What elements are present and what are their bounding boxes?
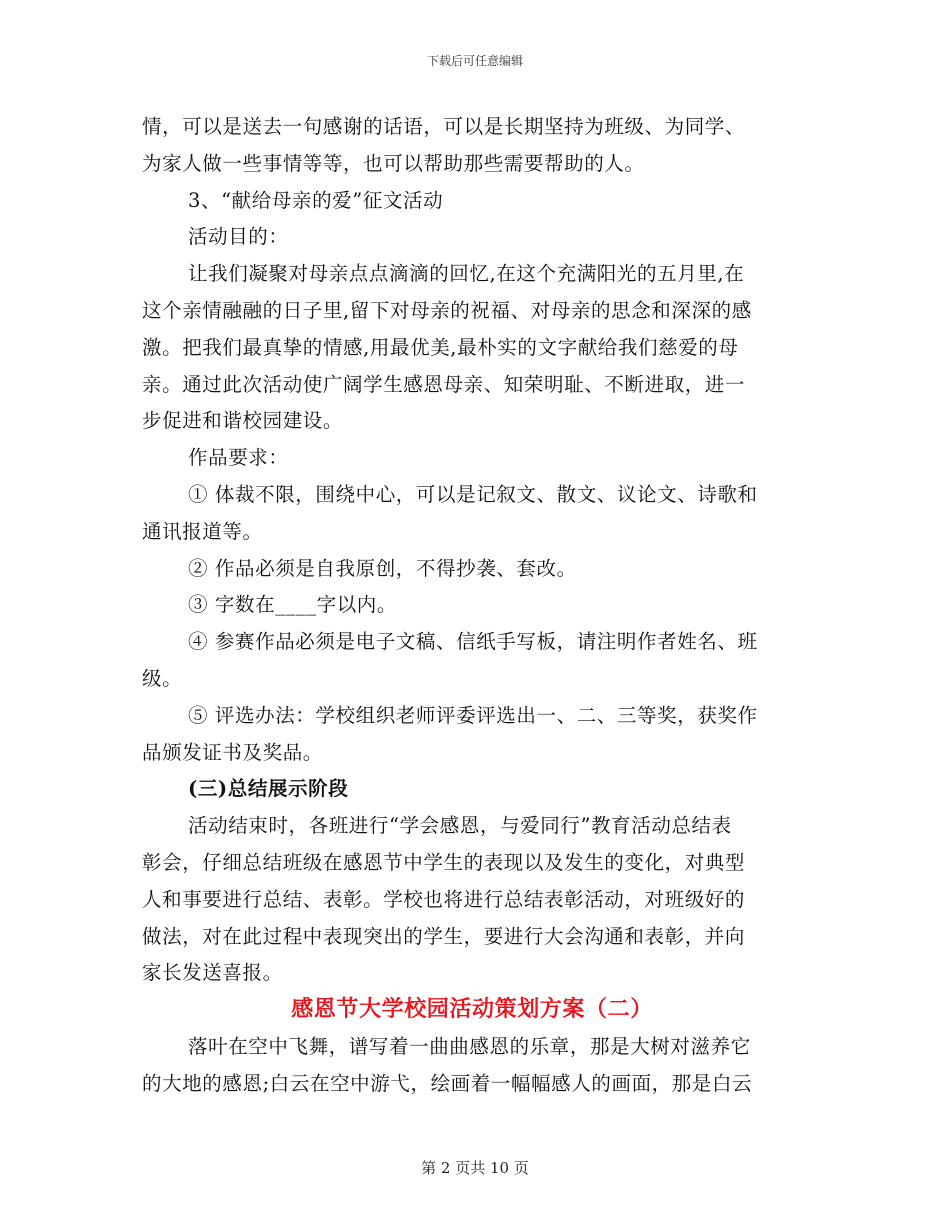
text-line: 人和事要进行总结、表彰。学校也将进行总结表彰活动，对班级好的 (142, 887, 746, 911)
text-line: 作品要求： (188, 446, 289, 470)
section-heading: (三)总结展示阶段 (188, 777, 349, 801)
text-line: 家长发送喜报。 (142, 961, 283, 985)
text-line: 活动结束时，各班进行“学会感恩，与爱同行”教育活动总结表 (188, 814, 732, 838)
text-line: 为家人做一些事情等等，也可以帮助那些需要帮助的人。 (142, 151, 645, 175)
text-line: 3、“献给母亲的爱”征文活动 (188, 188, 444, 212)
text-line: ④ 参赛作品必须是电子文稿、信纸手写板，请注明作者姓名、班 (188, 630, 758, 654)
document-body (142, 109, 802, 1103)
page-footer: 第 2 页共 10 页 (421, 1159, 529, 1177)
text-line: 这个亲情融融的日子里,留下对母亲的祝福、对母亲的思念和深深的感 (142, 298, 752, 322)
text-line: ② 作品必须是自我原创，不得抄袭、套改。 (188, 556, 577, 580)
text-line: 活动目的： (188, 225, 289, 249)
page-header: 下载后可任意编辑 (426, 54, 523, 68)
text-line: 品颁发证书及奖品。 (142, 740, 323, 764)
text-line: 亲。通过此次活动使广阔学生感恩母亲、知荣明耻、不断进取，进一 (142, 372, 746, 396)
text-line: 彰会，仔细总结班级在感恩节中学生的表现以及发生的变化，对典型 (142, 850, 746, 874)
text-line: 的大地的感恩;白云在空中游弋，绘画着一幅幅感人的画面，那是白云 (142, 1071, 753, 1095)
text-line: 情，可以是送去一句感谢的话语，可以是长期坚持为班级、为同学、 (142, 115, 746, 138)
text-line: 让我们凝聚对母亲点点滴滴的回忆,在这个充满阳光的五月里,在 (188, 262, 745, 286)
text-line: 步促进和谐校园建设。 (142, 409, 344, 433)
text-line: 激。把我们最真挚的情感,用最优美,最朴实的文字献给我们慈爱的母 (142, 335, 739, 359)
text-line: 做法，对在此过程中表现突出的学生，要进行大会沟通和表彰，并向 (142, 924, 746, 948)
text-line: 落叶在空中飞舞，谱写着一曲曲感恩的乐章，那是大树对滋养它 (188, 1034, 751, 1058)
text-line: ③ 字数在____字以内。 (188, 593, 397, 617)
text-line: 通讯报道等。 (142, 519, 263, 543)
text-line: ① 体裁不限，围绕中心，可以是记叙文、散文、议论文、诗歌和 (188, 482, 758, 506)
section-title: 感恩节大学校园活动策划方案（二） (291, 997, 653, 1023)
text-line: ⑤ 评选办法：学校组织老师评委评选出一、二、三等奖，获奖作 (188, 703, 758, 727)
text-line: 级。 (142, 666, 183, 690)
